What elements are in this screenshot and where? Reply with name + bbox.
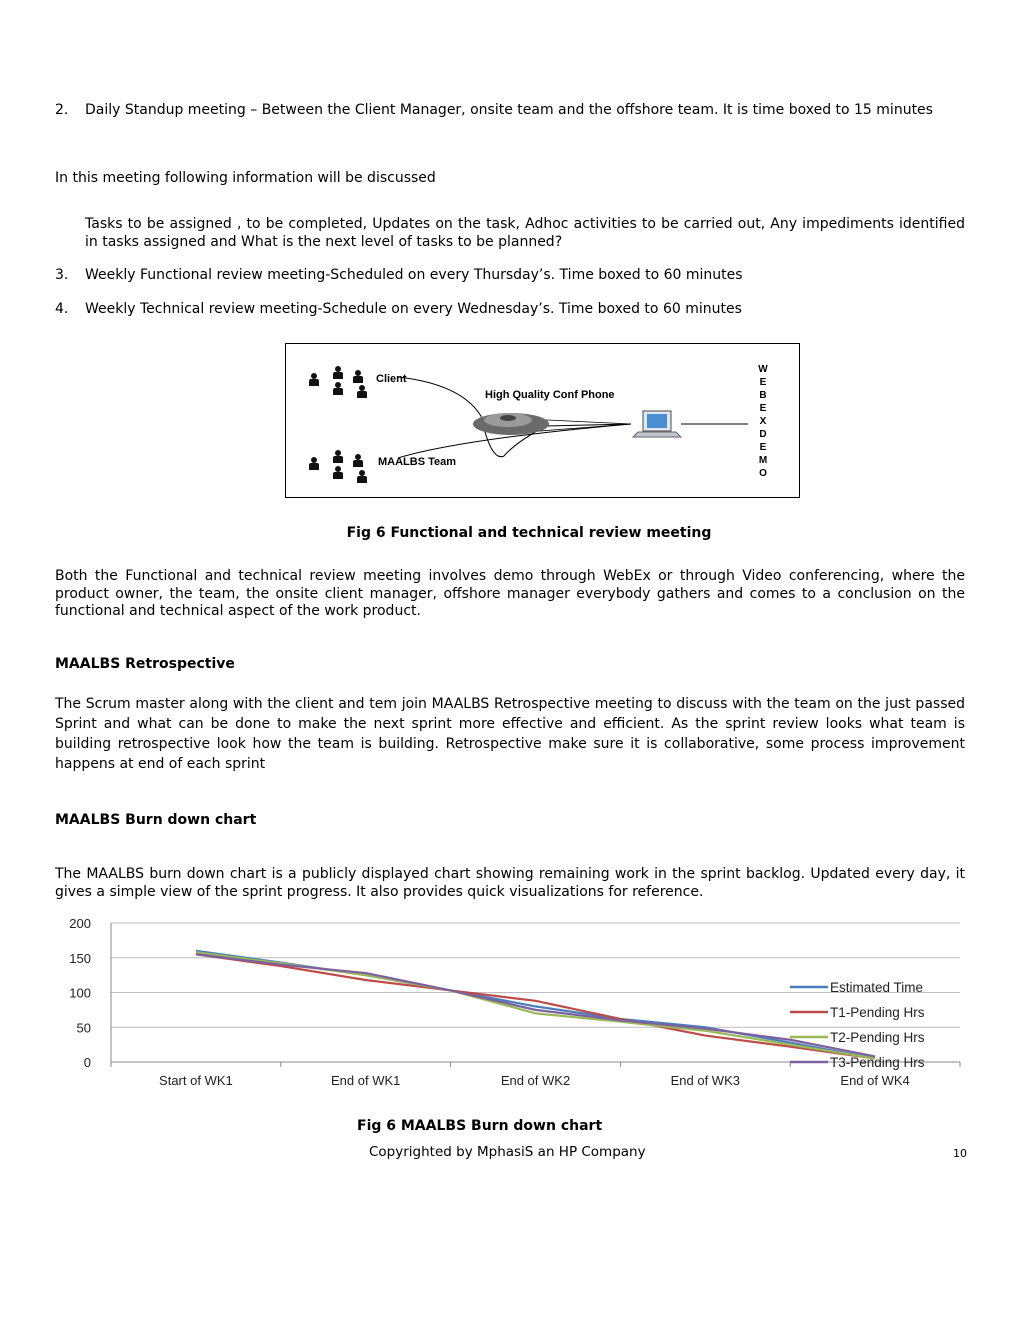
conference-phone-icon	[473, 413, 549, 435]
y-tick-label: 0	[83, 1055, 91, 1070]
y-tick-label: 100	[69, 985, 91, 1001]
meeting-diagram	[285, 343, 800, 498]
list-item-3	[55, 267, 985, 285]
svg-text:E: E	[759, 377, 767, 388]
footer-copyright: Copyrighted by MphasiS an HP Company	[369, 1144, 646, 1160]
y-tick-label: 200	[69, 916, 91, 931]
burndown-chart	[55, 910, 970, 1095]
list-item-text: Daily Standup meeting – Between the Client Manager, onsite team and the offshore team. It is time boxed to 15 minutes	[85, 102, 933, 118]
svg-text:E: E	[759, 403, 767, 414]
list-item-text: Weekly Functional review meeting-Scheduled on every Thursday’s. Time boxed to 60 minutes	[85, 267, 743, 283]
chart-legend	[790, 980, 925, 1070]
legend-label: Estimated Time	[830, 980, 924, 995]
meeting-diagram-svg	[286, 344, 798, 496]
svg-text:X: X	[759, 416, 767, 427]
retrospective-paragraph: The Scrum master along with the client and tem join MAALBS Retrospective meeting to discuss with the team on the just passed Sprint and what can be done to make the next sprint more effective and efficient. As the sprint review looks what team is building retrospective look how the team is building. Retrospective make sure it is collaborative, some process improvement happens at end of each sprint	[55, 696, 965, 772]
svg-text:M: M	[758, 455, 768, 466]
figure2-caption: Fig 6 MAALBS Burn down chart	[357, 1118, 603, 1134]
phone-label: High Quality Conf Phone	[485, 389, 615, 401]
webex-demo-vertical-label	[758, 364, 768, 479]
list-item-4	[55, 301, 985, 319]
x-tick-label: End of WK1	[331, 1073, 401, 1088]
list-item-number: 2.	[55, 102, 69, 118]
y-tick-label: 150	[69, 950, 91, 966]
review-paragraph: Both the Functional and technical review meeting involves demo through WebEx or through Video conferencing, where the product owner, the team, the onsite client manager, offshore manager everybody gathers and comes to a conclusion on the functional and technical aspect of the work product.	[55, 568, 965, 619]
laptop-icon	[633, 411, 681, 437]
client-label: Client	[376, 373, 407, 385]
list-item-number: 3.	[55, 267, 69, 283]
x-tick-label: End of WK3	[670, 1073, 740, 1088]
list-item-text: Weekly Technical review meeting-Schedule on every Wednesday’s. Time boxed to 60 minutes	[85, 301, 742, 317]
svg-text:E: E	[759, 442, 767, 453]
legend-label: T1-Pending Hrs	[830, 1005, 925, 1020]
team-people-icon	[309, 450, 367, 483]
page-number: 10	[953, 1147, 967, 1160]
legend-label: T2-Pending Hrs	[830, 1030, 925, 1045]
tasks-paragraph: Tasks to be assigned , to be completed, Updates on the task, Adhoc activities to be carried out, Any impediments identified in tasks assigned and What is the next level of tasks to be planned?	[85, 216, 965, 250]
figure1-caption: Fig 6 Functional and technical review meeting	[346, 525, 712, 541]
x-tick-label: End of WK2	[500, 1073, 571, 1088]
retrospective-heading: MAALBS Retrospective	[55, 656, 235, 672]
burndown-heading: MAALBS Burn down chart	[55, 812, 257, 828]
y-tick-label: 50	[76, 1020, 91, 1036]
list-item-2	[55, 102, 985, 120]
client-people-icon	[309, 366, 367, 398]
svg-text:O: O	[759, 468, 767, 479]
x-tick-label: Start of WK1	[159, 1073, 233, 1088]
legend-label: T3-Pending Hrs	[830, 1055, 925, 1070]
chart-series	[196, 951, 875, 1059]
x-tick-label: End of WK4	[840, 1073, 910, 1088]
svg-text:B: B	[759, 390, 767, 401]
list-item-number: 4.	[55, 301, 69, 317]
svg-text:D: D	[759, 429, 767, 440]
burndown-paragraph: The MAALBS burn down chart is a publicly displayed chart showing remaining work in the sprint backlog. Updated every day, it gives a simple view of the sprint progress. It also provides quick visualizations for reference.	[55, 866, 965, 900]
svg-text:W: W	[758, 364, 768, 375]
intro-text: In this meeting following information will be discussed	[55, 170, 436, 186]
chart-y-axis	[69, 916, 111, 1070]
team-label: MAALBS Team	[378, 456, 457, 468]
